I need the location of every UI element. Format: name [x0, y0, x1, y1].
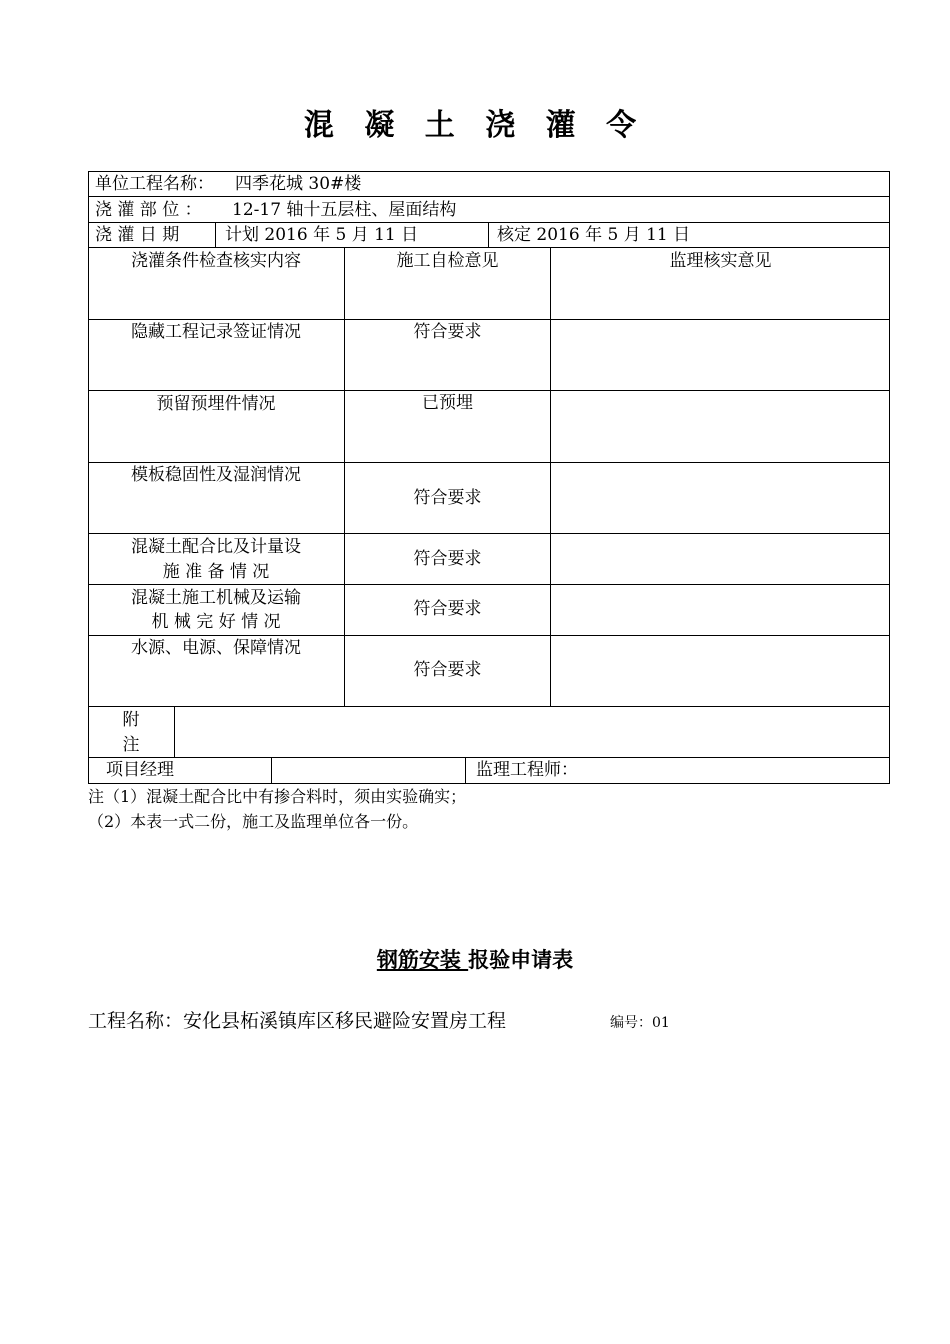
row-item: 预留预埋件情况	[156, 394, 276, 414]
unit-project-label: 单位工程名称：	[95, 174, 214, 194]
table-rule	[88, 706, 890, 707]
row-self-check: 符合要求	[413, 549, 482, 569]
note-line: 注（1）混凝土配合比中有掺合料时，须由实验确实；	[88, 787, 467, 806]
row-item: 混凝土施工机械及运输	[131, 588, 301, 608]
table-rule	[174, 706, 175, 757]
pour-part-value: 12-17 轴十五层柱、屋面结构	[232, 200, 457, 220]
table-rule	[465, 757, 466, 783]
row-self-check: 符合要求	[413, 322, 482, 342]
table-rule	[88, 222, 890, 223]
pour-date-label: 浇 灌 日 期	[95, 225, 180, 245]
approved-date: 核定 2016 年 5 月 11 日	[497, 225, 691, 245]
header-self-check: 施工自检意见	[396, 251, 499, 271]
rebar-form-title	[0, 944, 950, 974]
planned-date: 计划 2016 年 5 月 11 日	[225, 225, 419, 245]
header-supervisor-check: 监理核实意见	[669, 251, 772, 271]
table-rule	[88, 247, 890, 248]
remarks-label: 附	[122, 710, 140, 730]
table-rule	[88, 635, 890, 636]
table-rule	[88, 533, 890, 534]
supervisor-engineer-label: 监理工程师：	[476, 760, 578, 780]
table-rule	[88, 584, 890, 585]
remarks-label: 注	[122, 735, 140, 755]
rebar-form-title-part: 钢筋安装	[376, 948, 469, 972]
row-self-check: 符合要求	[413, 488, 482, 508]
row-self-check: 符合要求	[413, 660, 482, 680]
row-item: 水源、电源、保障情况	[131, 638, 301, 658]
note-line: （2）本表一式二份，施工及监理单位各一份。	[88, 812, 419, 831]
header-check-content: 浇灌条件检查核实内容	[131, 251, 301, 271]
row-item: 隐藏工程记录签证情况	[131, 322, 301, 342]
row-item: 施 准 备 情 况	[162, 562, 270, 582]
form-number: 编号：01	[610, 1015, 670, 1031]
row-item: 混凝土配合比及计量设	[131, 537, 301, 557]
table-rule	[88, 462, 890, 463]
table-rule	[88, 390, 890, 391]
row-self-check: 符合要求	[413, 599, 482, 619]
page-title: 混 凝 土 浇 灌 令	[303, 108, 647, 143]
project-name: 工程名称：安化县柘溪镇库区移民避险安置房工程	[88, 1010, 507, 1032]
pour-part-label: 浇 灌 部 位 ：	[95, 200, 202, 220]
table-rule	[88, 319, 890, 320]
table-rule	[550, 247, 551, 706]
row-self-check: 已预埋	[422, 393, 473, 413]
table-rule	[88, 196, 890, 197]
table-rule	[215, 222, 216, 247]
table-rule	[271, 757, 272, 783]
table-rule	[488, 222, 489, 247]
row-item: 模板稳固性及湿润情况	[131, 465, 301, 485]
row-item: 机 械 完 好 情 况	[151, 612, 281, 632]
table-rule	[344, 247, 345, 706]
unit-project-value: 四季花城 30#楼	[235, 174, 362, 194]
table-rule	[88, 757, 890, 758]
project-manager-label: 项目经理	[106, 760, 174, 780]
rebar-form-title-part: 报验申请表	[468, 948, 574, 972]
